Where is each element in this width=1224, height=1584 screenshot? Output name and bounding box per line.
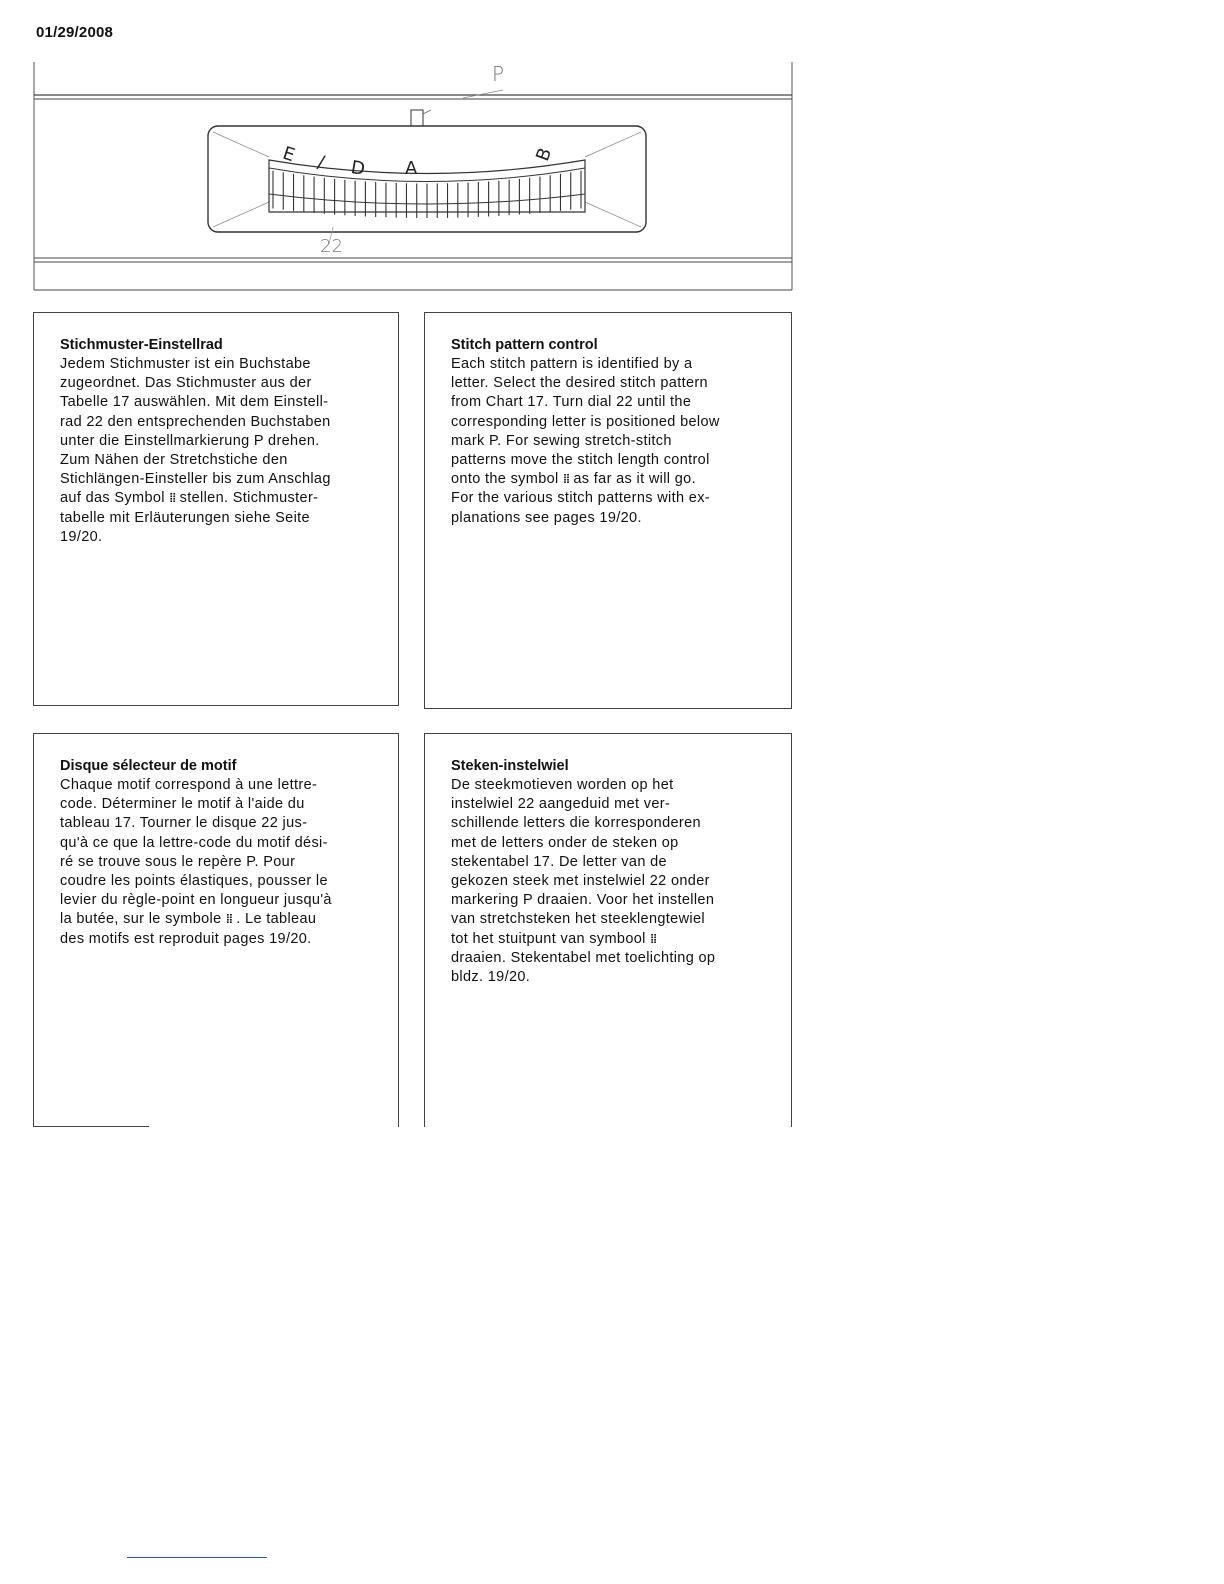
section-title: Disque sélecteur de motif bbox=[60, 758, 237, 774]
section-title: Stichmuster-Einstellrad bbox=[60, 337, 223, 353]
footer-rule bbox=[127, 1557, 267, 1558]
section-dutch bbox=[424, 733, 792, 1127]
section-title: Stitch pattern control bbox=[451, 337, 598, 353]
stretch-stitch-symbol-icon: ⁞⁞ bbox=[169, 491, 176, 506]
dial-letter-e: E bbox=[280, 142, 298, 167]
section-body: Jedem Stichmuster ist ein Buchstabe zugeordnet. Das Stichmuster aus der Tabelle 17 auswählen. Mit dem Einstell- rad 22 den entsprechenden Buchstaben unter die Einstellmarkierung P drehen. Zum Nähen der Stretchstiche den Stichlängen-Einsteller bis zum Anschlag auf das Symbol ⁞⁞ stellen. Stichmuster- tabelle mit Erläuterungen siehe Seite 19/20. bbox=[60, 356, 331, 545]
mark-p-label: P bbox=[492, 62, 505, 86]
dial-letter-b: B bbox=[532, 145, 557, 164]
stretch-stitch-symbol-icon: ⁞⁞ bbox=[563, 472, 569, 487]
dial-letter-d: D bbox=[349, 156, 367, 181]
stitch-dial-illustration bbox=[33, 62, 793, 292]
dial-letter-a: A bbox=[405, 158, 418, 179]
dial-letter-slash: / bbox=[315, 151, 327, 174]
section-french bbox=[33, 733, 399, 1127]
dial-number-label: 22 bbox=[320, 236, 343, 257]
section-body: Chaque motif correspond à une lettre- code. Déterminer le motif à l'aide du tableau 17. Tourner le disque 22 jus- qu'à ce que la lettre-code du motif dési- ré se trouve sous le repère P. Pour coudre les points élastiques, pousser le levier du règle-point en longueur jusqu'à la butée, sur le symbole ⁞⁞ . Le tableau des motifs est reproduit pages 19/20. bbox=[60, 777, 332, 947]
section-english bbox=[424, 312, 792, 709]
section-body: De steekmotieven worden op het instelwiel 22 aangeduid met ver- schillende letters die korresponderen met de letters onder de steken op stekentabel 17. De letter van de gekozen steek met instelwiel 22 onder markering P draaien. Voor het instellen van stretchsteken het steeklengtewiel tot het stuitpunt van symbool ⁞⁞ draaien. Stekentabel met toelichting op bldz. 19/20. bbox=[451, 777, 716, 986]
stretch-stitch-symbol-icon: ⁞⁞ bbox=[225, 912, 232, 927]
section-german bbox=[33, 312, 399, 706]
stretch-stitch-symbol-icon: ⁞⁞ bbox=[650, 931, 657, 946]
page-date: 01/29/2008 bbox=[36, 24, 114, 41]
section-body: Each stitch pattern is identified by a letter. Select the desired stitch pattern from Chart 17. Turn dial 22 until the corresponding letter is positioned below mark P. For sewing stretch-stitch patterns move the stitch length control onto the symbol ⁞⁞ as far as it will go. For the various stitch patterns with ex- planations see pages 19/20. bbox=[451, 356, 720, 526]
section-title: Steken-instelwiel bbox=[451, 758, 569, 774]
